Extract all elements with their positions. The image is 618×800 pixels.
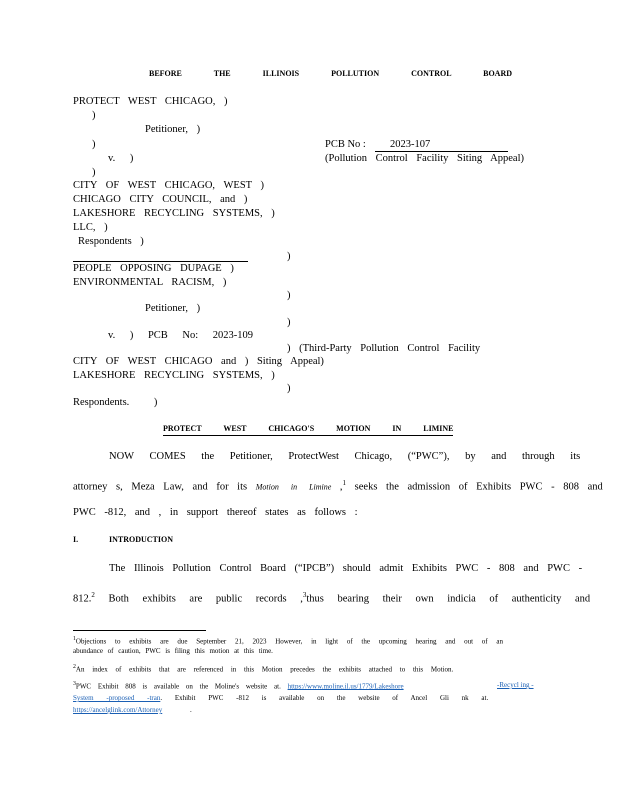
- pcb-number-underline: [375, 151, 508, 152]
- caption-divider: [73, 261, 248, 262]
- section-title: INTRODUCTION: [109, 535, 174, 544]
- caption-respondent-line: CHICAGO CITY COUNCIL, and ): [73, 194, 248, 205]
- caption-versus: v. ): [108, 153, 134, 164]
- body-line: The Illinois Pollution Control Board (“IPCB”) should admit Exhibits PWC - 808 and PWC -: [109, 563, 583, 574]
- caption-party2: PEOPLE OPPOSING DUPAGE ): [73, 263, 234, 274]
- caption-respondents: Respondents ): [78, 236, 144, 247]
- footnote-3-cont: System -proposed -tran. Exhibit PWC -812 is available on the website of Ancel Gli nk at.: [73, 694, 489, 702]
- section-number: I.: [73, 535, 79, 544]
- footnote-separator: [73, 630, 206, 631]
- footnote-1: $^1$Objections to exhibits are due September 21, 2023 However, in light of the upcoming hearing and out of an: [73, 636, 503, 646]
- body-line: 812.$^2$ Both exhibits are public records ,$^3$thus bearing their own indicia of authenticity and: [73, 591, 591, 605]
- footnote-2: $^2$An index of exhibits that are referenced in this Motion precedes the exhibits attached to this Motion.: [73, 664, 454, 674]
- caption-respondent-line: LLC, ): [73, 222, 108, 233]
- caption-respondent-line: CITY OF WEST CHICAGO, WEST ): [73, 180, 265, 191]
- caption-paren: ): [92, 167, 96, 178]
- footnote-ref: 1: [342, 479, 347, 487]
- footnote-link[interactable]: -Recycl ing -: [497, 681, 534, 689]
- footnote-3: $^3$PWC Exhibit 808 is available on the Moline's website at. https://www.moline.il.us/1779/Lakeshore: [73, 681, 404, 691]
- footnote-link[interactable]: https://www.moline.il.us/1779/Lakeshore: [287, 682, 404, 691]
- caption-respondent-line: LAKESHORE RECYCLING SYSTEMS, ): [73, 370, 275, 381]
- caption-respondent-line: LAKESHORE RECYCLING SYSTEMS, ): [73, 208, 275, 219]
- motion-italic: Motion in Limine: [255, 482, 332, 492]
- caption-paren: ): [287, 383, 291, 394]
- caption-respondents: Respondents. ): [73, 397, 158, 408]
- caption-versus-pcb: v. ) PCB No: 2023-109: [108, 330, 254, 341]
- court-title: BEFORE THE ILLINOIS POLLUTION CONTROL BOARD: [149, 69, 513, 78]
- caption-paren: ): [287, 251, 291, 262]
- footnote-link[interactable]: https://ancelglink.com/Attorney: [73, 706, 163, 714]
- caption-petitioner: Petitioner, ): [145, 124, 201, 135]
- caption-paren: ): [92, 110, 96, 121]
- body-line: attorney s, Meza Law, and for its Motion in Limine ,$^1$ seeks the admission of Exhibits PWC - 808 and: [73, 479, 603, 493]
- appeal-type: ) (Third-Party Pollution Control Facility: [287, 343, 481, 354]
- caption-party2: ENVIRONMENTAL RACISM, ): [73, 277, 227, 288]
- body-line: PWC -812, and , in support thereof states as follows :: [73, 507, 358, 518]
- caption-paren: ): [287, 290, 291, 301]
- footnote-1-cont: abundance of caution, PWC is filing this motion at this time.: [73, 647, 273, 655]
- appeal-type: (Pollution Control Facility Siting Appeal): [325, 153, 524, 164]
- caption-petitioner: Petitioner, ): [145, 303, 201, 314]
- caption-paren: ): [92, 139, 96, 150]
- footnote-link[interactable]: System -proposed -tran: [73, 694, 161, 702]
- pcb-number: 2023-107: [390, 139, 431, 150]
- pcb-label: PCB No :: [325, 139, 366, 150]
- footnote-ref: 3: [302, 591, 307, 599]
- caption-paren: ): [287, 317, 291, 328]
- footnote-ref: 2: [91, 591, 95, 599]
- caption-respondent-line: CITY OF WEST CHICAGO and ) Siting Appeal): [73, 356, 324, 367]
- body-line: NOW COMES the Petitioner, ProtectWest Chicago, (“PWC”), by and through its: [109, 451, 581, 462]
- caption-party1: PROTECT WEST CHICAGO, ): [73, 96, 228, 107]
- motion-title: PROTECT WEST CHICAGO'S MOTION IN LIMINE: [163, 424, 454, 433]
- motion-title-underline: [163, 435, 453, 436]
- footnote-3-cont: https://ancelglink.com/Attorney .: [73, 706, 192, 714]
